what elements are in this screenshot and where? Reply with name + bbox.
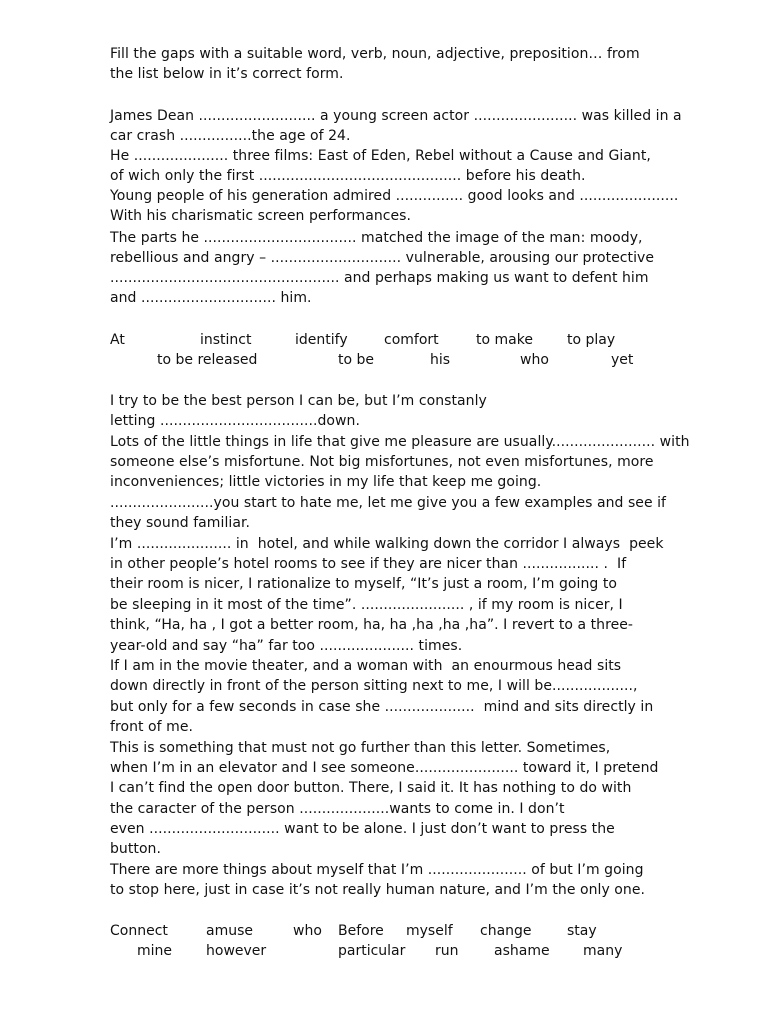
word-bank-item: to be bbox=[338, 352, 375, 368]
word-bank-item: ashame bbox=[494, 943, 550, 959]
exercise2-line: to stop here, just in case it’s not really human nature, and I’m the only one. bbox=[110, 882, 645, 898]
word-bank-item: who bbox=[293, 923, 322, 939]
word-bank-item: mine bbox=[137, 943, 173, 959]
exercise2-line: be sleeping in it most of the time”. ....................... , if my room is nicer, I bbox=[110, 597, 623, 613]
exercise2-line: There are more things about myself that I’m ...................... of but I’m going bbox=[110, 862, 644, 878]
word-bank-item: stay bbox=[567, 923, 597, 939]
exercise2-line: when I’m in an elevator and I see someone....................... toward it, I pretend bbox=[110, 760, 659, 776]
exercise2-line: inconveniences; little victories in my life that keep me going. bbox=[110, 474, 542, 490]
exercise2-line: someone else’s misfortune. Not big misfortunes, not even misfortunes, more bbox=[110, 454, 654, 470]
exercise2-line: down directly in front of the person sitting next to me, I will be.................., bbox=[110, 678, 638, 694]
exercise2-line: front of me. bbox=[110, 719, 194, 735]
word-bank-item: myself bbox=[406, 923, 453, 939]
exercise2-line: .......................you start to hate me, let me give you a few examples and see if bbox=[110, 495, 667, 511]
word-bank-item: amuse bbox=[206, 923, 253, 939]
exercise1-line: and .............................. him. bbox=[110, 290, 312, 306]
word-bank-item: run bbox=[435, 943, 459, 959]
exercise1-line: ................................................... and perhaps making us want to defent him bbox=[110, 270, 649, 286]
exercise1-line: The parts he .................................. matched the image of the man: moody, bbox=[110, 230, 643, 246]
word-bank-item: identify bbox=[295, 332, 348, 348]
exercise1-line: of wich only the first ............................................. before his death. bbox=[110, 168, 586, 184]
exercise2-line: in other people’s hotel rooms to see if they are nicer than ................. . If bbox=[110, 556, 627, 572]
exercise1-line: He ..................... three films: East of Eden, Rebel without a Cause and Giant, bbox=[110, 148, 651, 164]
word-bank-item: to make bbox=[476, 332, 533, 348]
exercise2-line: This is something that must not go further than this letter. Sometimes, bbox=[110, 740, 611, 756]
exercise2-line: I’m ..................... in hotel, and while walking down the corridor I always peek bbox=[110, 536, 664, 552]
word-bank-item: however bbox=[206, 943, 267, 959]
exercise2-line: Lots of the little things in life that give me pleasure are usually....................... with bbox=[110, 434, 690, 450]
exercise1-line: Young people of his generation admired ............... good looks and ...................... bbox=[110, 188, 679, 204]
word-bank-item: change bbox=[480, 923, 532, 939]
exercise2-line: they sound familiar. bbox=[110, 515, 250, 531]
word-bank-item: instinct bbox=[200, 332, 252, 348]
word-bank-item: Connect bbox=[110, 923, 168, 939]
word-bank-item: At bbox=[110, 332, 125, 348]
exercise1-line: car crash ................the age of 24. bbox=[110, 128, 351, 144]
exercise2-line: I can’t find the open door button. There, I said it. It has nothing to do with bbox=[110, 780, 632, 796]
exercise2-line: If I am in the movie theater, and a woman with an enourmous head sits bbox=[110, 658, 622, 674]
word-bank-item: who bbox=[520, 352, 549, 368]
exercise2-line: button. bbox=[110, 841, 161, 857]
word-bank-item: Before bbox=[338, 923, 384, 939]
word-bank-item: to play bbox=[567, 332, 616, 348]
word-bank-item: yet bbox=[611, 352, 634, 368]
exercise2-line: letting ...................................down. bbox=[110, 413, 360, 429]
exercise2-line: think, “Ha, ha , I got a better room, ha, ha ,ha ,ha ,ha”. I revert to a three- bbox=[110, 617, 634, 633]
exercise2-line: but only for a few seconds in case she .................... mind and sits directly in bbox=[110, 699, 654, 715]
word-bank-item: his bbox=[430, 352, 451, 368]
instruction-line: the list below in it’s correct form. bbox=[110, 66, 344, 82]
exercise2-line: their room is nicer, I rationalize to myself, “It’s just a room, I’m going to bbox=[110, 576, 617, 592]
exercise2-line: the caracter of the person ....................wants to come in. I don’t bbox=[110, 801, 565, 817]
exercise1-line: With his charismatic screen performances. bbox=[110, 208, 412, 224]
exercise2-line: even ............................. want to be alone. I just don’t want to press the bbox=[110, 821, 615, 837]
word-bank-item: many bbox=[583, 943, 623, 959]
exercise2-line: I try to be the best person I can be, but I’m constanly bbox=[110, 393, 487, 409]
exercise2-line: year-old and say “ha” far too ..................... times. bbox=[110, 638, 463, 654]
instruction-line: Fill the gaps with a suitable word, verb, noun, adjective, preposition… from bbox=[110, 46, 640, 62]
exercise1-line: James Dean .......................... a young screen actor ....................... was killed in a bbox=[110, 108, 682, 124]
word-bank-item: comfort bbox=[384, 332, 439, 348]
word-bank-item: particular bbox=[338, 943, 406, 959]
word-bank-item: to be released bbox=[157, 352, 258, 368]
exercise1-line: rebellious and angry – ............................. vulnerable, arousing our protective bbox=[110, 250, 655, 266]
